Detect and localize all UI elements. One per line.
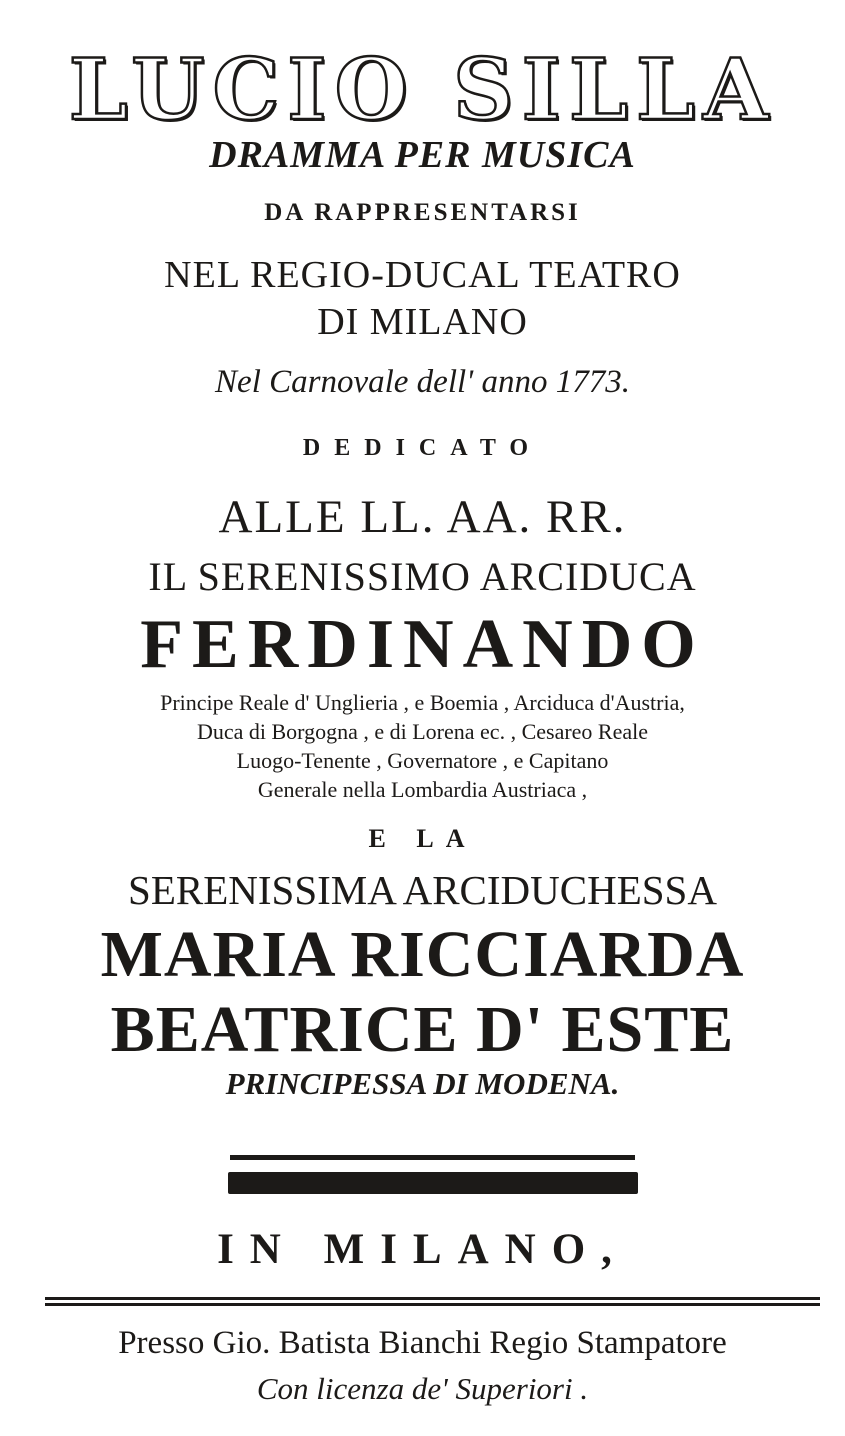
dedicatee-title-line: Luogo-Tenente , Governatore , e Capitano xyxy=(236,748,609,773)
dedicatee-title-line: Duca di Borgogna , e di Lorena ec. , Cesareo Reale xyxy=(196,719,649,744)
theatre-name: NEL REGIO-DUCAL TEATRO xyxy=(164,254,681,296)
conjunction-line: E LA xyxy=(368,824,477,853)
ornamental-rule-thick xyxy=(228,1172,638,1194)
theatre-city: DI MILANO xyxy=(317,301,528,343)
dedication-heading: DEDICATO xyxy=(302,435,543,461)
second-dedicatee-name: MARIA RICCIARDA xyxy=(100,918,745,991)
second-dedicatee-title: SERENISSIMA ARCIDUCHESSA xyxy=(128,867,717,913)
opera-title: LUCIO SILLA xyxy=(68,40,777,139)
season-line: Nel Carnovale dell' anno 1773. xyxy=(215,364,630,400)
dedicatee-titles xyxy=(0,688,845,804)
dedicatee-title: IL SERENISSIMO ARCIDUCA xyxy=(148,554,697,599)
opera-subtitle: DRAMMA PER MUSICA xyxy=(209,134,636,176)
imprint-city: IN MILANO, xyxy=(217,1226,628,1273)
dedicatee-title-line: Principe Reale d' Unglieria , e Boemia , Arciduca d'Austria, xyxy=(160,690,685,715)
divider-rule-upper xyxy=(45,1297,820,1300)
dedicatee-name: FERDINANDO xyxy=(140,606,705,683)
performance-note: DA RAPPRESENTARSI xyxy=(264,199,581,226)
licence-line: Con licenza de' Superiori . xyxy=(256,1371,589,1406)
second-dedicatee-surname: BEATRICE D' ESTE xyxy=(110,993,735,1066)
ornamental-rule-thin xyxy=(230,1155,635,1160)
divider-rule-lower xyxy=(45,1303,820,1306)
printer-line: Presso Gio. Batista Bianchi Regio Stampatore xyxy=(118,1325,727,1361)
dedicatee-title-line: Generale nella Lombardia Austriaca , xyxy=(257,777,588,802)
second-dedicatee-rank: PRINCIPESSA DI MODENA. xyxy=(225,1066,620,1101)
dedication-honorific: ALLE LL. AA. RR. xyxy=(218,491,627,543)
